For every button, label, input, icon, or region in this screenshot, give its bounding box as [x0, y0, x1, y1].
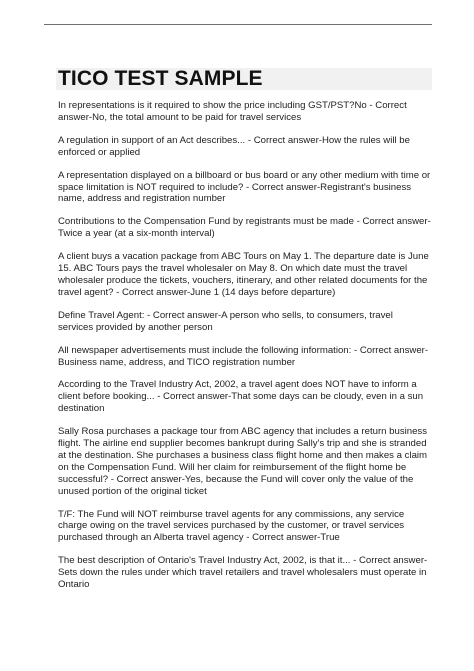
- qa-item: Contributions to the Compensation Fund by registrants must be made - Correct answer- Twice a year (at a six-month interval): [58, 216, 431, 240]
- qa-item: In representations is it required to show the price including GST/PST?No - Correct answer-No, the total amount to be paid for travel services: [58, 100, 407, 123]
- qa-item: Sally Rosa purchases a package tour from ABC agency that includes a return business flight. The airline end supplier becomes bankrupt during Sally's trip and she is stranded at the destination. She purchases a business class flight home and then makes a claim on the Compensation Fund. Will her claim for reimbursement of the flight home be successful? - Correct answer-Yes, because the Fund will cover only the value of the unused portion of the original ticket: [58, 426, 428, 497]
- qa-item: A client buys a vacation package from ABC Tours on May 1. The departure date is June 15. ABC Tours pays the travel wholesaler on May 8. On which date must the travel wholesaler produce the tickets, vouchers, itinerary, and other related documents for the travel agent? - Correct answer-June 1 (14 days before departure): [58, 251, 429, 298]
- qa-item: The best description of Ontario's Travel Industry Act, 2002, is that it... - Correct answer- Sets down the rules under which travel retailers and travel wholesalers must operate in Ontario: [58, 555, 428, 591]
- qa-item: According to the Travel Industry Act, 2002, a travel agent does NOT have to inform a client before booking... - Correct answer-That some days can be cloudy, even in a sun destination: [58, 379, 424, 415]
- qa-item: A representation displayed on a billboard or bus board or any other medium with time or space limitation is NOT required to include? - Correct answer-Registrant's business name, address and registration number: [58, 169, 431, 205]
- qa-item: Define Travel Agent: - Correct answer-A person who sells, to consumers, travel services provided by another person: [58, 309, 393, 333]
- page-title: TICO TEST SAMPLE: [58, 67, 263, 90]
- qa-list: [58, 100, 432, 602]
- qa-item: All newspaper advertisements must include the following information: - Correct answer- Business name, address, and TICO registration number: [58, 344, 429, 368]
- top-divider: [44, 24, 432, 25]
- qa-item: A regulation in support of an Act describes... - Correct answer-How the rules will be enforced or applied: [58, 134, 410, 158]
- qa-item: T/F: The Fund will NOT reimburse travel agents for any commissions, any service charge owing on the travel services purchased by the customer, or travel services purchased through an Alberta travel agency - Correct answer-True: [58, 508, 405, 544]
